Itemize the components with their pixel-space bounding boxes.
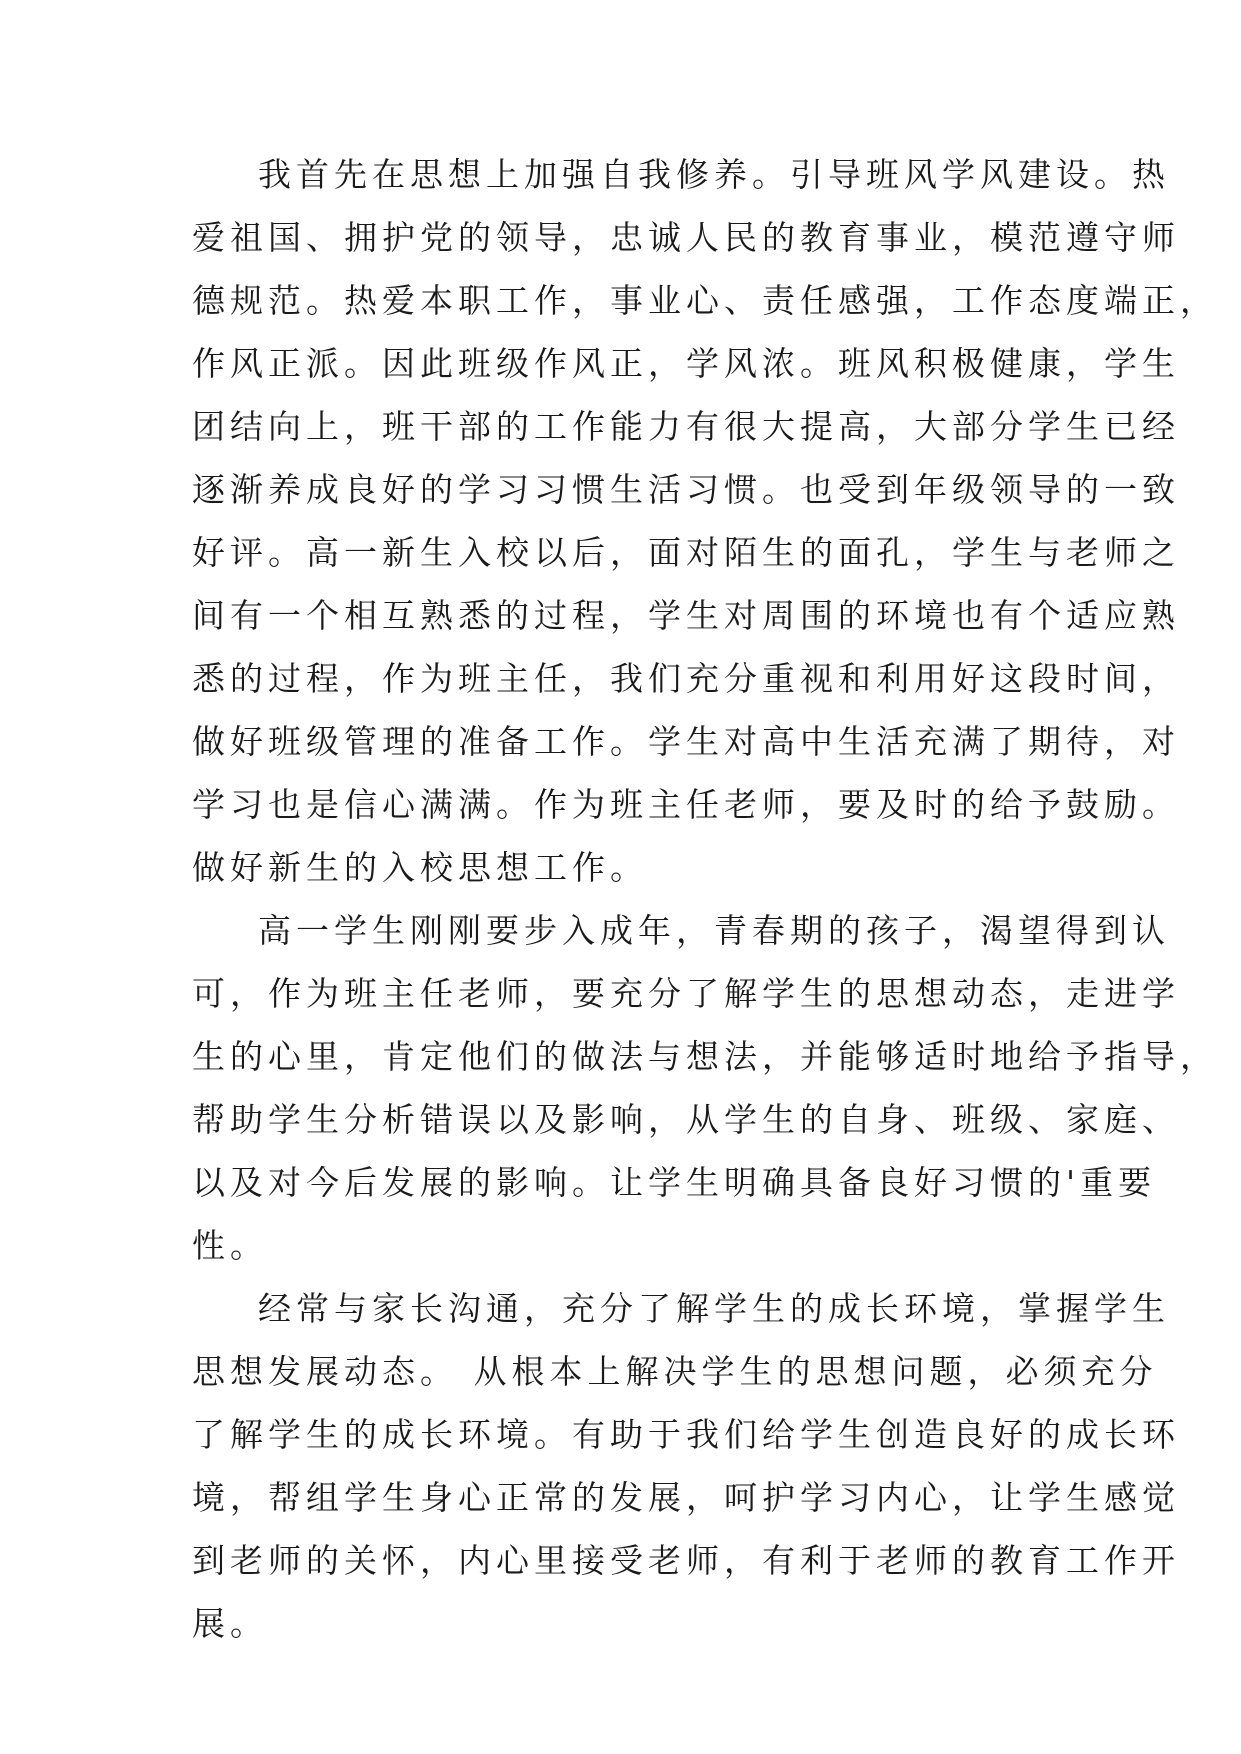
- text-line: 思想发展动态。 从根本上解决学生的思想问题，必须充分: [192, 1352, 1158, 1391]
- text-line: 到老师的关怀，内心里接受老师，有利于老师的教育工作开: [192, 1541, 1180, 1580]
- text-line: 可，作为班主任老师，要充分了解学生的思想动态，走进学: [192, 974, 1180, 1013]
- text-line: 帮助学生分析错误以及影响，从学生的自身、班级、家庭、: [192, 1100, 1180, 1139]
- text-line: 以及对今后发展的影响。让学生明确具备良好习惯的'重要: [192, 1163, 1157, 1202]
- text-line: 境，帮组学生身心正常的发展，呵护学习内心，让学生感觉: [192, 1478, 1180, 1517]
- text-line: 间有一个相互熟悉的过程，学生对周围的环境也有个适应熟: [192, 596, 1180, 635]
- text-line: 经常与家长沟通，充分了解学生的成长环境，掌握学生: [258, 1289, 1170, 1328]
- text-line: 团结向上，班干部的工作能力有很大提高，大部分学生已经: [192, 407, 1180, 446]
- text-line: 了解学生的成长环境。有助于我们给学生创造良好的成长环: [192, 1415, 1180, 1454]
- text-line: 悉的过程，作为班主任，我们充分重视和利用好这段时间，: [192, 659, 1180, 698]
- text-line: 好评。高一新生入校以后，面对陌生的面孔，学生与老师之: [192, 533, 1180, 572]
- text-line: 逐渐养成良好的学习习惯生活习惯。也受到年级领导的一致: [192, 470, 1180, 509]
- paragraph-1: [192, 155, 1218, 887]
- text-line: 我首先在思想上加强自我修养。引导班风学风建设。热: [258, 155, 1170, 194]
- text-line: 展。: [192, 1604, 268, 1643]
- text-line: 做好班级管理的准备工作。学生对高中生活充满了期待，对: [192, 722, 1180, 761]
- text-line: 做好新生的入校思想工作。: [192, 848, 648, 887]
- text-line: 德规范。热爱本职工作，事业心、责任感强，工作态度端正，: [192, 281, 1218, 320]
- text-line: 生的心里，肯定他们的做法与想法，并能够适时地给予指导，: [192, 1037, 1218, 1076]
- text-line: 爱祖国、拥护党的领导，忠诚人民的教育事业，模范遵守师: [192, 218, 1180, 257]
- text-line: 高一学生刚刚要步入成年，青春期的孩子，渴望得到认: [258, 911, 1170, 950]
- text-line: 性。: [192, 1226, 268, 1265]
- document-body: [192, 155, 1218, 1670]
- text-line: 学习也是信心满满。作为班主任老师，要及时的给予鼓励。: [192, 785, 1180, 824]
- text-line: 作风正派。因此班级作风正，学风浓。班风积极健康，学生: [192, 344, 1180, 383]
- paragraph-3: [192, 1289, 1180, 1643]
- paragraph-2: [192, 911, 1218, 1265]
